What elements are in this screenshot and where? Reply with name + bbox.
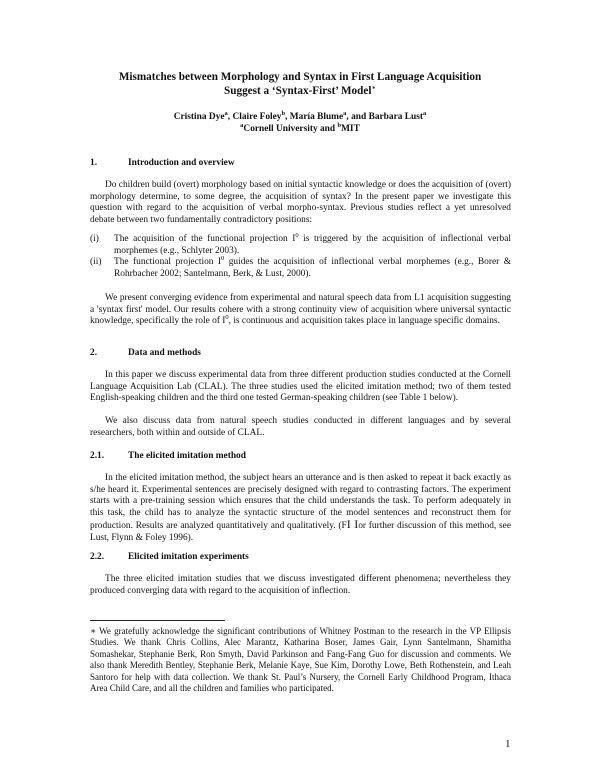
subsection-heading <box>90 450 246 462</box>
paragraph: In this paper we discuss experimental data from three different production studies conducted at the Cornell Language Acquisition Lab (CLAL). The three studies used the elicited imitation method; two of them tested English-speaking children and the third one tested German-speaking children (see Table 1 below). <box>90 370 511 404</box>
footnote-marker: ∗ <box>90 626 97 636</box>
affiliations: $^a$Cornell University and $^b$MIT <box>240 121 360 134</box>
list-marker: (ii) <box>90 257 102 267</box>
list-marker: (i) <box>90 234 99 244</box>
section-number: 2.1. <box>90 451 105 461</box>
affiliation-b: MIT <box>341 124 360 134</box>
footnote-divider <box>90 620 225 621</box>
paragraph: Do children build (overt) morphology based on initial syntactic knowledge or does the acquisition of (overt) morphology determine, to some degree, the acquisition of syntax? In the present paper we investigate this question with regard to the acquisition of verbal morpho-syntax. Previous studies reflect a yet unresolved debate between two fundamentally contradictory positions: <box>90 180 511 225</box>
list-text: is triggered by the acquisition of inflectional verbal morphemes (e.g., Schlyter 2003). <box>114 234 511 256</box>
section-title: The elicited imitation method <box>128 451 246 461</box>
section-heading <box>90 157 235 169</box>
section-number: 2. <box>90 348 98 358</box>
section-number: 2.2. <box>90 552 105 562</box>
section-number: 1. <box>90 158 98 168</box>
paragraph-text: In the elicited imitation method, the subject hears an utterance and is then asked to repeat it back exactly as s/he heard it. Experimental sentences are precisely designed with regard to contrasting factors. The experiment starts with a pre-training session which ensures that the child understands the task. To perform adequately in this task, the child has to analyze the syntactic structure of the model sentences and reconstruct them for production. Results are analyzed quantitatively and qualitatively. (F <box>90 473 511 532</box>
title-footnote-marker: ∗ <box>371 84 376 92</box>
section-title: Elicited imitation experiments <box>128 552 249 562</box>
author-affiliation-marker: a <box>343 109 347 117</box>
section-title: Introduction and overview <box>128 158 235 168</box>
paragraph <box>90 293 511 328</box>
author-name: Cristina Dye <box>173 112 225 122</box>
author-affiliation-marker: b <box>281 109 286 117</box>
author-name: María Blume <box>289 112 344 122</box>
paragraph-text: We present converging evidence from experimental and natural speech data from L1 acquisition suggesting a 'syntax first' model. Our results cohere with a strong continuity view of acquisition where universal syntactic knowledge, specifically the role of I <box>90 293 511 327</box>
paper-title <box>90 70 510 98</box>
list-text: The acquisition of the functional projection I <box>114 234 296 244</box>
author-affiliation-marker: a <box>423 109 427 117</box>
footnote-text: We gratefully acknowledge the significant contributions of Whitney Postman to the research in the VP Ellipsis Studies. We thank Chris Collins, Alec Marantz, Katharina Boser, James Gair, Lynn Santelmann, Shamitha Somashekar, Stephanie Berk, Ron Smyth, David Parkinson and Fang-Fang Guo for discussion and comments. We also thank Meredith Bentley, Stephanie Berk, Melanie Kaye, Sue Kim, Dorothy Lowe, Beth Rothenstein, and Leah Santoro for help with data collection. We thank St. Paul’s Nursery, the Cornell Early Childhood Program, Ithaca Area Child Care, and all the children and families who participated. <box>90 626 511 694</box>
footnote <box>90 626 511 694</box>
paragraph-text: or further discussion of this method, see Lust, Flynn & Foley 1996). <box>90 521 511 543</box>
affiliation-a: Cornell University <box>243 124 318 134</box>
title-line-1: Mismatches between Morphology and Syntax in First Language Acquisition <box>118 71 482 83</box>
paragraph-text: , is continuous and acquisition takes place in language specific domains. <box>228 316 500 327</box>
ocr-glyph: I I <box>346 517 359 532</box>
subsection-heading <box>90 551 249 563</box>
affiliation-marker: a <box>240 121 244 129</box>
author-affiliation-marker: a <box>224 109 228 117</box>
paragraph: The three elicited imitation studies that we discuss investigated different phenomena; nevertheless they produced converging data with regard to the acquisition of inflection. <box>90 574 511 596</box>
section-title: Data and methods <box>128 348 201 358</box>
superscript: 0 <box>221 254 225 262</box>
paragraph <box>90 473 511 545</box>
list-text: guides the acquisition of inflectional verbal morphemes (e.g., Borer & Rohrbacher 2002; Santelmann, Berk, & Lust, 2000). <box>114 257 512 279</box>
title-line-2: Suggest a ‘Syntax-First’ Model <box>224 85 372 97</box>
author-name: Claire Foley <box>232 112 282 122</box>
list-text: The functional projection I <box>114 257 222 267</box>
superscript: 0 <box>295 231 299 239</box>
superscript: 0 <box>225 314 229 322</box>
list-item <box>90 254 512 280</box>
paragraph: We also discuss data from natural speech studies conducted in different languages and by several researchers, both within and outside of CLAL. <box>90 416 511 438</box>
affiliation-marker: b <box>337 121 342 129</box>
author-list: Cristina Dye$^a$, Claire Foley$^b$, María Blume$^a$, and Barbara Lust$^a$ <box>173 109 427 122</box>
list-item <box>90 231 511 257</box>
author-name: Barbara Lust <box>368 112 424 122</box>
section-heading <box>90 347 201 359</box>
page-number: 1 <box>505 738 511 750</box>
